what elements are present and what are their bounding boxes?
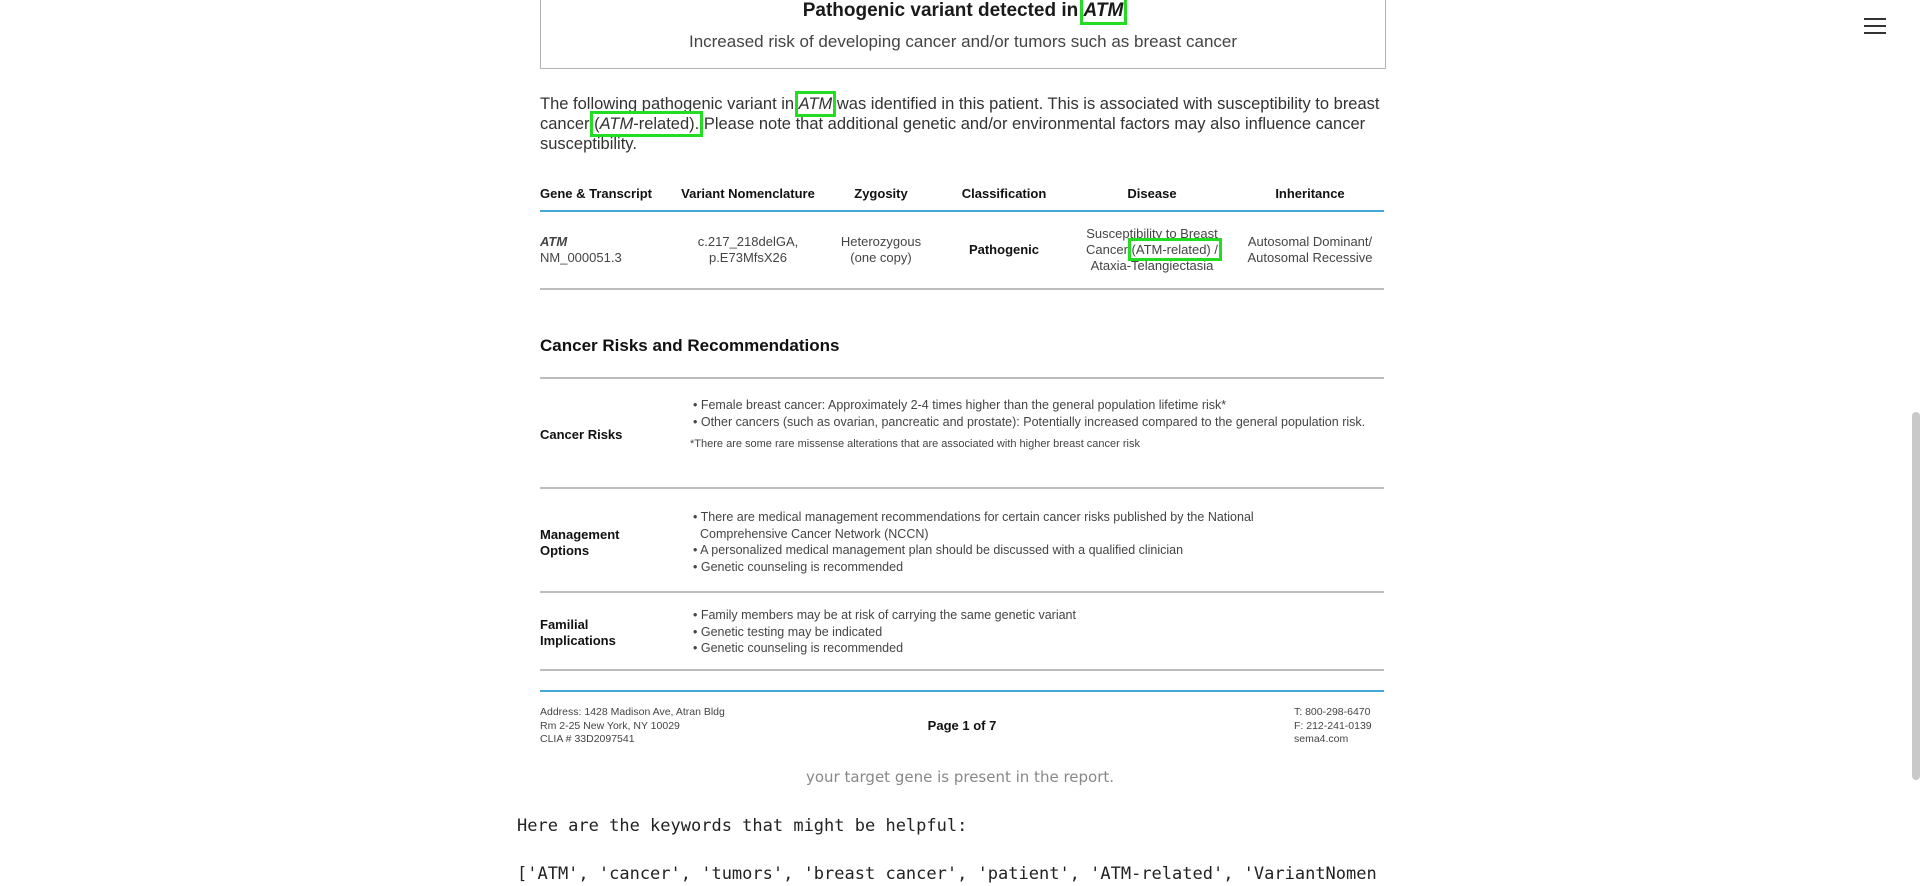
report-page-image [530, 0, 1390, 752]
disease-cell: Susceptibility to Breast Cancer (ATM-related) / Ataxia-Telangiectasia [1068, 211, 1236, 289]
gene-highlight: ATM [798, 95, 833, 113]
banner-title: Pathogenic variant detected in ATM [802, 0, 1124, 21]
column-header: Gene & Transcript [540, 180, 674, 211]
column-header: Inheritance [1236, 180, 1384, 211]
zygosity-cell: Heterozygous (one copy) [822, 211, 940, 289]
banner-subtitle: Increased risk of developing cancer and/or tumors such as breast cancer [688, 32, 1238, 51]
inheritance-cell: Autosomal Dominant/ Autosomal Recessive [1236, 211, 1384, 289]
row-bullets: • There are medical management recommendations for certain cancer risks published by the National Comprehensive Cancer Network (NCCN) • A personalized medical management plan should be discussed with a qualified clinician • Genetic counseling is recommended [693, 510, 1254, 574]
row-bullets: • Female breast cancer: Approximately 2-4 times higher than the general population lifetime risk* • Other cancers (such as ovarian, pancreatic and prostate): Potentially increased compared to the general population risk. *There are some rare missense alterations that are associated with higher breast cancer risk [690, 398, 1366, 450]
gene-highlight: ATM [1083, 0, 1124, 21]
column-header: Classification [940, 180, 1068, 211]
gene-cell: ATM NM_000051.3 [540, 211, 674, 289]
table-row [540, 211, 1384, 289]
variant-table [540, 180, 1384, 290]
page-number: Page 1 of 7 [927, 718, 997, 733]
related-highlight: (ATM-related) / [1131, 242, 1218, 257]
result-banner [540, 0, 1386, 69]
row-bullets: • Family members may be at risk of carrying the same genetic variant • Genetic testing may be indicated • Genetic counseling is recommended [693, 608, 1076, 655]
row-label: Familial Implications [540, 617, 616, 648]
footer-address: Address: 1428 Madison Ave, Atran Bldg Rm 2-25 New York, NY 10029 CLIA # 33D2097541 [540, 706, 725, 745]
classification-cell: Pathogenic [940, 211, 1068, 289]
row-label: Cancer Risks [540, 427, 623, 442]
column-header: Zygosity [822, 180, 940, 211]
section-title: Cancer Risks and Recommendations [540, 336, 840, 355]
intro-paragraph: The following pathogenic variant in ATM was identified in this patient. This is associated with susceptibility to breast cancer (ATM-related). Please note that additional genetic and/or environmental factors may also influence cancer susceptibility. [540, 95, 1380, 153]
column-header: Disease [1068, 180, 1236, 211]
footer-divider [540, 690, 1384, 692]
hamburger-menu-icon[interactable] [1864, 18, 1886, 38]
scrollbar-thumb[interactable] [1912, 412, 1920, 780]
table-header-row [540, 180, 1384, 211]
familial-row [540, 593, 1384, 671]
row-label: Management Options [540, 527, 620, 558]
nomenclature-cell: c.217_218delGA, p.E73MfsX26 [674, 211, 822, 289]
related-highlight: (ATM-related). [594, 115, 700, 133]
column-header: Variant Nomenclature [674, 180, 822, 211]
management-row [540, 487, 1384, 593]
footer-contact: T: 800-298-6470 F: 212-241-0139 sema4.com [1294, 706, 1372, 745]
image-caption: your target gene is present in the report. [805, 768, 1115, 786]
keywords-heading: Here are the keywords that might be helpful: [517, 816, 968, 836]
cancer-risks-row [540, 377, 1384, 489]
keywords-list: ['ATM', 'cancer', 'tumors', 'breast cancer', 'patient', 'ATM-related', 'VariantNomen [517, 864, 1377, 884]
